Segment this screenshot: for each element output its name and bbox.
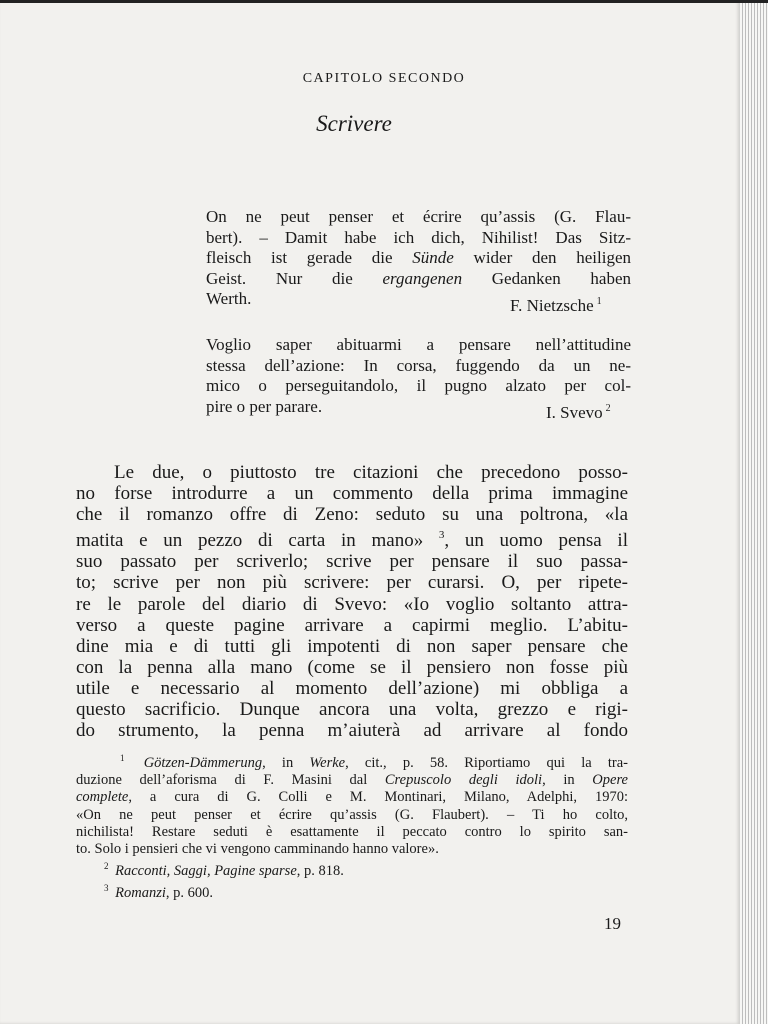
italic-text: ergangenen (382, 268, 463, 288)
chapter-title: Scrivere (316, 111, 392, 136)
footnote-ref: 2 (104, 861, 109, 872)
epigraph-line: pire o per parare. (206, 396, 323, 416)
body-line: dine mia e di tutti gli impotenti di non saper pensare che (76, 635, 628, 657)
italic-text: Götzen-Dämmerung (143, 755, 263, 771)
footnote-line: to. Solo i pensieri che vi vengono camminando hanno valore». (76, 841, 439, 858)
epigraph-attribution-nietzsche (510, 296, 602, 316)
epigraph-line: stessa dell’azione: In corsa, fuggendo da un ne- (206, 355, 631, 375)
epigraph-line: Werth. (206, 289, 252, 308)
top-border (0, 0, 768, 3)
attribution-author: F. Nietzsche (510, 296, 594, 315)
footnote-line: «On ne peut penser et écrire qu’assis (G. Flaubert). – Ti ho colto, (76, 806, 628, 823)
footnote-line: $^2$ Racconti, Saggi, Pagine sparse, p. 818. (104, 861, 344, 880)
epigraph-line: On ne peut penser et écrire qu’assis (G. Flau- (206, 207, 631, 226)
epigraph-line: fleisch ist gerade die Sünde wider den heiligen (206, 248, 631, 267)
body-line: re le parole del diario di Svevo: «Io voglio soltanto attra- (76, 593, 628, 615)
body-line: verso a queste pagine arrivare a capirmi meglio. L’abitu- (76, 614, 628, 636)
footnote-line: nichilista! Restare seduti è esattamente il peccato contro lo spirito san- (76, 823, 628, 840)
body-line: che il romanzo offre di Zeno: seduto su una poltrona, «la (76, 504, 628, 526)
body-line: con la penna alla mano (come se il pensiero non fosse più (76, 656, 628, 678)
epigraph-line: bert). – Damit habe ich dich, Nihilist! Das Sitz- (206, 227, 631, 247)
footnote-ref: 2 (605, 403, 611, 414)
page-number: 19 (604, 914, 621, 933)
footnote-line: $^3$ Romanzi, p. 600. (104, 883, 213, 902)
footnote-ref: 3 (104, 883, 109, 894)
epigraph-nietzsche (206, 207, 631, 310)
body-line: do strumento, la penna m’aiuterà ad arrivare al fondo (76, 720, 628, 742)
body-paragraph (76, 462, 628, 741)
footnote-line: complete, a cura di G. Colli e M. Montinari, Milano, Adelphi, 1970: (76, 789, 628, 806)
footnote-line: duzione dell’aforisma di F. Masini dal Crepuscolo degli idoli, in Opere (76, 772, 628, 789)
footnotes (76, 750, 628, 903)
italic-text: Opere (592, 772, 628, 789)
epigraph-line: Voglio saper abituarmi a pensare nell’attitudine (206, 335, 631, 354)
italic-text: Sünde (412, 248, 454, 267)
chapter-label: CAPITOLO SECONDO (302, 71, 466, 86)
epigraph-line: Geist. Nur die ergangenen Gedanken haben (206, 268, 631, 288)
italic-text: Werke (309, 755, 346, 771)
footnote-ref: 1 (120, 753, 125, 763)
attribution-author: I. Svevo (546, 403, 603, 422)
italic-text: Crepuscolo degli idoli (384, 772, 543, 789)
body-line: suo passato per scriverlo; scrive per pensare il suo passa- (76, 551, 628, 573)
italic-text: Romanzi (115, 885, 166, 902)
body-line: no forse introdurre a un commento della prima immagine (76, 483, 628, 505)
body-line: matita e un pezzo di carta in mano» $^3$, un uomo pensa il (76, 529, 628, 552)
epigraph-line: mico o perseguitandolo, il pugno alzato per col- (206, 376, 631, 395)
footnote-ref: 3 (438, 529, 445, 542)
body-line: utile e necessario al momento dell’azione) mi obbliga a (76, 677, 628, 699)
italic-text: complete (76, 789, 129, 806)
body-line: to; scrive per non più scrivere: per curarsi. O, per ripete- (76, 572, 628, 594)
italic-text: Racconti, Saggi, Pagine sparse (115, 863, 297, 880)
body-line: Le due, o piuttosto tre citazioni che precedono posso- (114, 462, 628, 483)
epigraph-attribution-svevo (546, 403, 611, 423)
footnote-ref: 1 (596, 296, 602, 307)
page-edge-stack (740, 0, 768, 1024)
body-line: questo sacrificio. Dunque ancora una volta, grezzo e rigi- (76, 699, 628, 721)
footnote-line: $^1$ Götzen-Dämmerung, in Werke, cit., p. 58. Riportiamo qui la tra- (120, 753, 628, 771)
